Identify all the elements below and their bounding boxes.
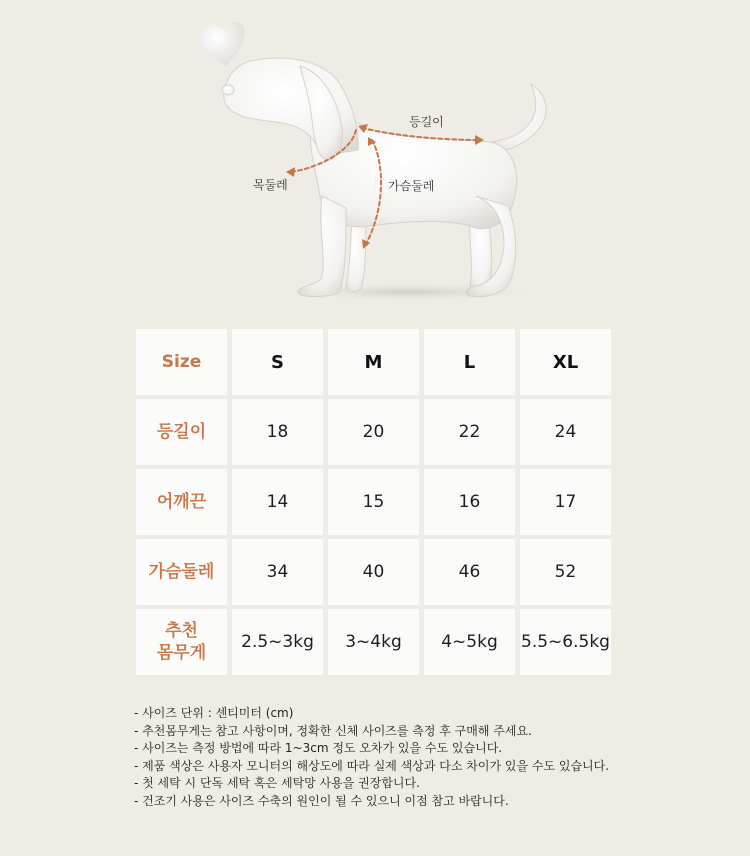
table-cell: 16 <box>424 469 515 535</box>
size-xl-header: XL <box>520 329 611 395</box>
size-l-header: L <box>424 329 515 395</box>
table-cell: 14 <box>232 469 323 535</box>
table-cell: 22 <box>424 399 515 465</box>
table-cell: 20 <box>328 399 419 465</box>
table-cell: 15 <box>328 469 419 535</box>
table-cell: 40 <box>328 539 419 605</box>
heart-icon <box>198 22 245 67</box>
dog-measurement-figure <box>0 0 750 320</box>
chest-row-label: 가슴둘레 <box>136 539 227 605</box>
table-cell: 2.5~3kg <box>232 609 323 675</box>
size-s-header: S <box>232 329 323 395</box>
size-header-cell: Size <box>136 329 227 395</box>
back-length-label: 등길이 <box>409 115 444 129</box>
table-cell: 34 <box>232 539 323 605</box>
shoulder-strap-row-label: 어깨끈 <box>136 469 227 535</box>
recommended-weight-label-line-2: 몸무게 <box>156 643 207 663</box>
recommended-weight-label-line-1: 추천 <box>165 621 198 641</box>
note-item: - 제품 색상은 사용자 모니터의 해상도에 따라 실제 색상과 다소 차이가 있을 수도 있습니다. <box>134 758 610 773</box>
chest-label: 가슴둘레 <box>388 179 435 193</box>
table-cell: 4~5kg <box>424 609 515 675</box>
table-cell: 46 <box>424 539 515 605</box>
back-length-row-label: 등길이 <box>136 399 227 465</box>
note-item: - 사이즈는 측정 방법에 따라 1~3cm 정도 오차가 있을 수도 있습니다. <box>134 741 503 755</box>
recommended-weight-row-label <box>136 609 227 675</box>
table-cell: 52 <box>520 539 611 605</box>
note-item: - 첫 세탁 시 단독 세탁 혹은 세탁망 사용을 권장합니다. <box>134 776 420 790</box>
note-item: - 추천몸무게는 참고 사항이며, 정확한 신체 사이즈를 측정 후 구매해 주세요. <box>134 723 532 738</box>
size-table <box>136 329 611 675</box>
note-item: - 사이즈 단위 : 센티미터 (cm) <box>134 706 294 720</box>
neck-label: 목둘레 <box>253 178 288 192</box>
table-cell: 18 <box>232 399 323 465</box>
size-m-header: M <box>328 329 419 395</box>
table-cell: 17 <box>520 469 611 535</box>
table-cell: 3~4kg <box>328 609 419 675</box>
table-cell: 5.5~6.5kg <box>520 609 611 675</box>
dog-mannequin-illustration <box>0 0 750 320</box>
note-item: - 건조기 사용은 사이즈 수축의 원인이 될 수 있으니 이점 참고 바랍니다. <box>134 793 509 808</box>
notes-list <box>134 705 734 810</box>
table-cell: 24 <box>520 399 611 465</box>
